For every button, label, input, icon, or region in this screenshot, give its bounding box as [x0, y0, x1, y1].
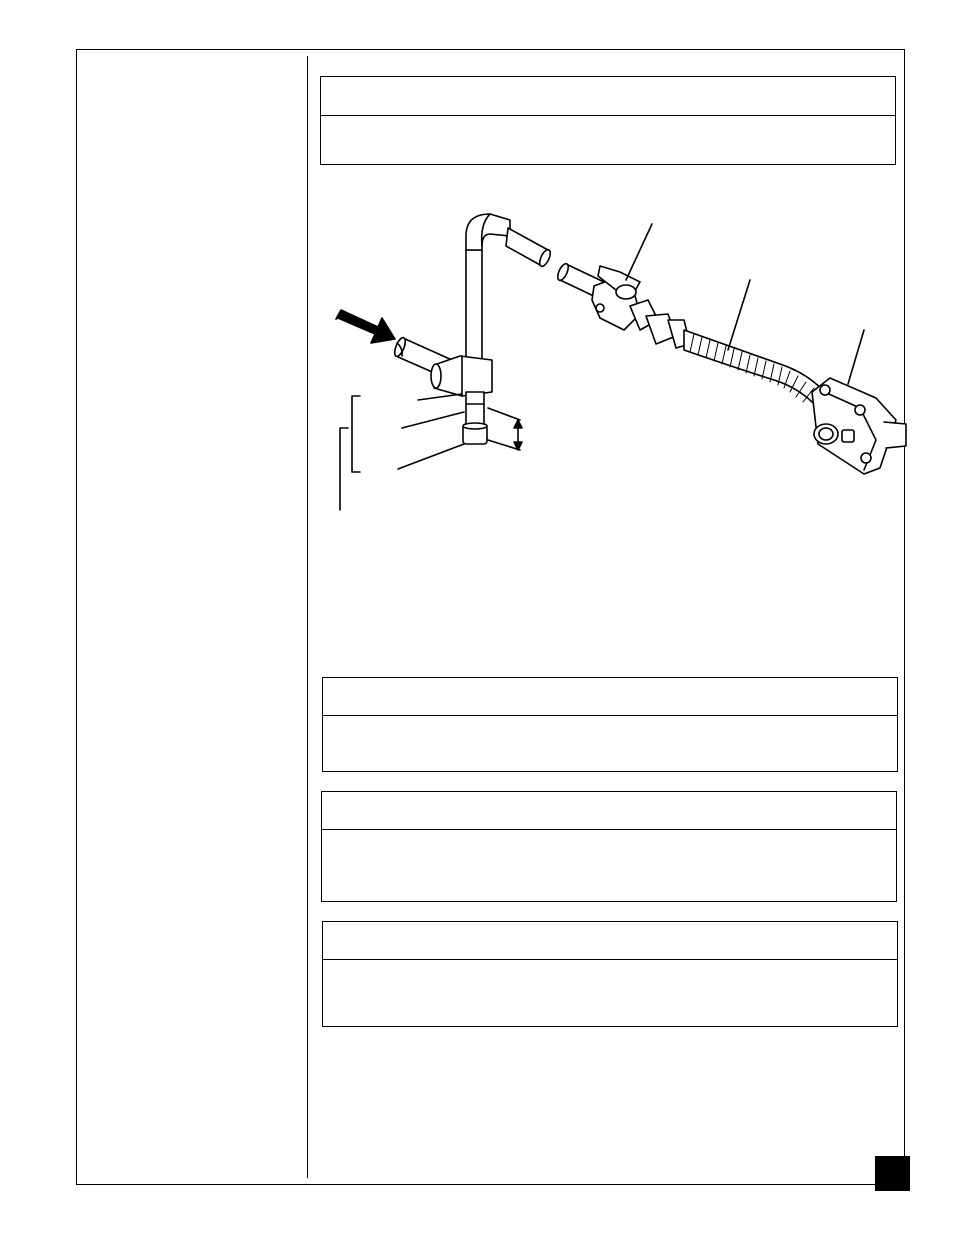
vertical-pipe [466, 214, 552, 368]
inlet-arrow-icon [336, 310, 395, 343]
notice-box-3-header [322, 792, 896, 830]
drip-leg-cap [463, 423, 487, 444]
notice-box-4-header [323, 922, 897, 960]
notice-box-2 [322, 677, 898, 772]
regulator-manifold [812, 378, 906, 474]
notice-box-3 [321, 791, 897, 902]
notice-box-1 [320, 76, 896, 165]
notice-box-4 [322, 921, 898, 1027]
shutoff-valve [592, 266, 640, 330]
leader-lines [340, 394, 464, 510]
drip-leg-nipple [466, 392, 484, 424]
flexible-gas-line [684, 330, 828, 408]
flare-fittings [630, 300, 690, 348]
dimension-arrow [488, 408, 522, 450]
page-number-tab [875, 1156, 910, 1191]
gas-piping-illustration [320, 200, 910, 520]
notice-box-2-header [323, 678, 897, 716]
column-divider [307, 56, 308, 1178]
notice-box-1-header [321, 77, 895, 116]
